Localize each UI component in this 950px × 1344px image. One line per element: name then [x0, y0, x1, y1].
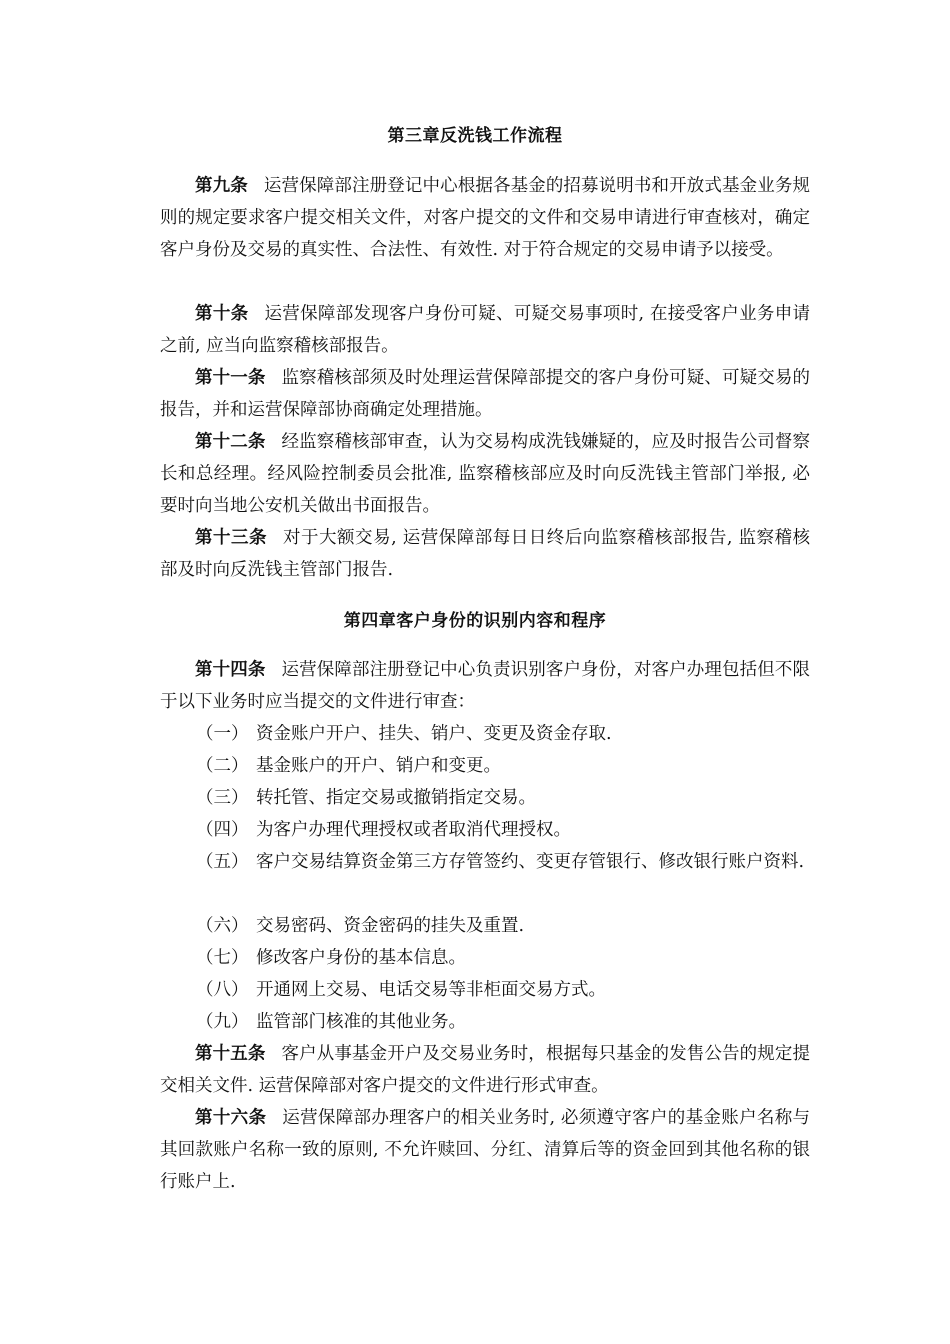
list-item-1 [160, 718, 810, 750]
article-13 [160, 522, 810, 586]
item-text: 客户交易结算资金第三方存管签约、变更存管银行、修改银行账户资料. [256, 852, 805, 872]
list-item-6 [160, 910, 810, 942]
article-10 [160, 298, 810, 362]
article-label: 第十四条 [195, 660, 266, 680]
article-11 [160, 362, 810, 426]
list-item-3 [160, 782, 810, 814]
item-number: （九） [196, 1012, 249, 1032]
list-item-2 [160, 750, 810, 782]
article-12 [160, 426, 810, 522]
article-text: 运营保障部发现客户身份可疑、可疑交易事项时, 在接受客户业务申请之前, 应当向监察稽核部报告。 [160, 304, 811, 356]
article-text: 运营保障部注册登记中心负责识别客户身份，对客户办理包括但不限于以下业务时应当提交的文件进行审查： [160, 660, 811, 712]
item-text: 资金账户开户、挂失、销户、变更及资金存取. [256, 724, 612, 744]
item-text: 转托管、指定交易或撤销指定交易。 [256, 788, 536, 808]
chapter-4-title: 第四章客户身份的识别内容和程序 [343, 611, 607, 631]
article-label: 第十五条 [195, 1044, 266, 1064]
article-text: 运营保障部注册登记中心根据各基金的招募说明书和开放式基金业务规则的规定要求客户提交相关文件，对客户提交的文件和交易申请进行审查核对，确定客户身份及交易的真实性、合法性、有效性. 对于符合规定的交易申请予以接受。 [160, 176, 811, 260]
item-number: （六） [196, 916, 249, 936]
item-number: （二） [196, 756, 249, 776]
article-label: 第十条 [195, 304, 249, 324]
article-label: 第九条 [195, 176, 248, 196]
article-text: 运营保障部办理客户的相关业务时, 必须遵守客户的基金账户名称与其回款账户名称一致的原则, 不允许赎回、分红、清算后等的资金回到其他名称的银行账户上. [160, 1108, 811, 1192]
article-15 [160, 1038, 810, 1102]
item-number: （八） [196, 980, 249, 1000]
article-label: 第十三条 [195, 528, 268, 548]
list-item-4 [160, 814, 810, 846]
article-label: 第十二条 [195, 432, 266, 452]
article-label: 第十一条 [195, 368, 266, 388]
list-item-8 [160, 974, 810, 1006]
item-text: 交易密码、资金密码的挂失及重置. [256, 916, 525, 936]
list-item-9 [160, 1006, 810, 1038]
article-16 [160, 1102, 810, 1198]
article-text: 经监察稽核部审查，认为交易构成洗钱嫌疑的，应及时报告公司督察长和总经理。经风险控制委员会批准, 监察稽核部应及时向反洗钱主管部门举报, 必要时向当地公安机关做出书面报告。 [160, 432, 811, 516]
list-item-7 [160, 942, 810, 974]
article-label: 第十六条 [195, 1108, 267, 1128]
item-text: 修改客户身份的基本信息。 [256, 948, 466, 968]
item-number: （五） [196, 852, 249, 872]
item-text: 为客户办理代理授权或者取消代理授权。 [256, 820, 571, 840]
article-14 [160, 654, 810, 718]
article-text: 对于大额交易, 运营保障部每日日终后向监察稽核部报告, 监察稽核部及时向反洗钱主管部门报告. [160, 528, 810, 580]
item-number: （三） [196, 788, 249, 808]
list-item-5 [160, 846, 810, 878]
item-number: （四） [196, 820, 249, 840]
item-number: （七） [196, 948, 249, 968]
item-number: （一） [196, 724, 249, 744]
item-text: 开通网上交易、电话交易等非柜面交易方式。 [256, 980, 606, 1000]
article-text: 监察稽核部须及时处理运营保障部提交的客户身份可疑、可疑交易的报告，并和运营保障部协商确定处理措施。 [160, 368, 811, 420]
article-text: 客户从事基金开户及交易业务时，根据每只基金的发售公告的规定提交相关文件. 运营保障部对客户提交的文件进行形式审查。 [160, 1044, 811, 1096]
chapter-3-title: 第三章反洗钱工作流程 [387, 126, 563, 146]
item-text: 监管部门核准的其他业务。 [256, 1012, 466, 1032]
article-9 [160, 170, 810, 266]
item-text: 基金账户的开户、销户和变更。 [256, 756, 501, 776]
